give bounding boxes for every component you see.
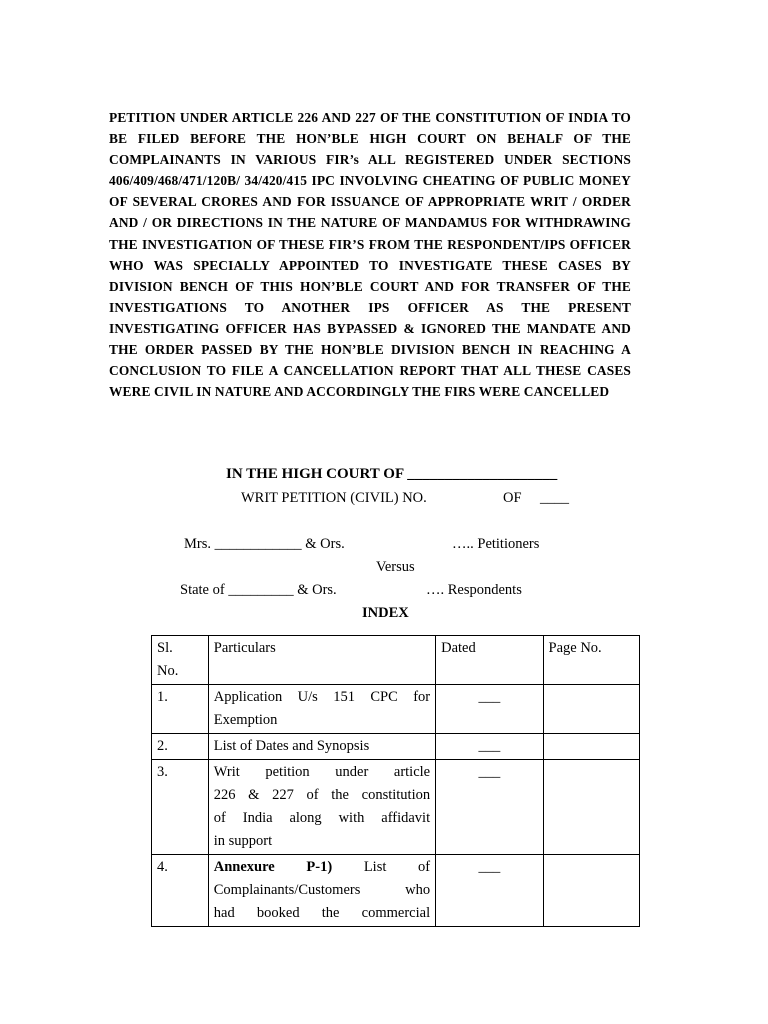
header-particulars: Particulars [208, 636, 435, 685]
respondent-label: …. Respondents [426, 582, 522, 598]
row-particulars: Application U/s 151 CPC for Exemption [208, 685, 435, 734]
table-row [152, 760, 640, 855]
row-page-no [543, 734, 639, 760]
row-sl: 2. [152, 734, 209, 760]
writ-petition-number: WRIT PETITION (CIVIL) NO. [241, 490, 427, 506]
row-page-no [543, 760, 639, 855]
respondent-name: State of _________ & Ors. [180, 582, 337, 598]
versus-label: Versus [376, 559, 415, 575]
row-dated: ___ [436, 685, 543, 734]
row-dated: ___ [436, 734, 543, 760]
header-sl-no: Sl. No. [152, 636, 209, 685]
row-particulars: List of Dates and Synopsis [208, 734, 435, 760]
writ-year-blank: ____ [540, 490, 569, 506]
row-page-no [543, 685, 639, 734]
table-row [152, 734, 640, 760]
table-header-row [152, 636, 640, 685]
index-title: INDEX [362, 605, 409, 621]
row-sl: 3. [152, 760, 209, 855]
row-sl: 1. [152, 685, 209, 734]
annexure-label: Annexure P-1) [213, 859, 333, 875]
row-particulars: Writ petition under article 226 & 227 of the constitution of India along with affidavit in support [208, 760, 435, 855]
petitioner-label: ….. Petitioners [452, 536, 540, 552]
petitioner-name: Mrs. ____________ & Ors. [184, 536, 345, 552]
table-row [152, 685, 640, 734]
index-table [151, 635, 640, 927]
writ-of-label: OF [503, 490, 522, 506]
row-dated: ___ [436, 760, 543, 855]
row-sl: 4. [152, 855, 209, 927]
court-title: IN THE HIGH COURT OF ____________________ [226, 466, 558, 482]
header-dated: Dated [436, 636, 543, 685]
table-row [152, 855, 640, 927]
row-dated: ___ [436, 855, 543, 927]
row-page-no [543, 855, 639, 927]
petition-heading: PETITION UNDER ARTICLE 226 AND 227 OF THE CONSTITUTION OF INDIA TO BE FILED BEFORE THE HON’BLE HIGH COURT ON BEHALF OF THE COMPLAINANTS IN VARIOUS FIR’s ALL REGISTERED UNDER SECTIONS 406/409/468/471/120B/ 34/420/415 IPC INVOLVING CHEATING OF PUBLIC MONEY OF SEVERAL CRORES AND FOR ISSUANCE OF APPROPRIATE WRIT / ORDER AND / OR DIRECTIONS IN THE NATURE OF MANDAMUS FOR WITHDRAWING THE INVESTIGATION OF THESE FIR’S FROM THE RESPONDENT/IPS OFFICER WHO WAS SPECIALLY APPOINTED TO INVESTIGATE THESE CASES BY DIVISION BENCH OF THIS HON’BLE COURT AND FOR TRANSFER OF THE INVESTIGATIONS TO ANOTHER IPS OFFICER AS THE PRESENT INVESTIGATING OFFICER HAS BYPASSED & IGNORED THE MANDATE AND THE ORDER PASSED BY THE HON’BLE DIVISION BENCH IN REACHING A CONCLUSION TO FILE A CANCELLATION REPORT THAT ALL THESE CASES WERE CIVIL IN NATURE AND ACCORDINGLY THE FIRS WERE CANCELLED [109, 110, 631, 400]
header-page-no: Page No. [543, 636, 639, 685]
row-particulars: Annexure P-1) List of Complainants/Customers who had booked the commercial [208, 855, 435, 927]
